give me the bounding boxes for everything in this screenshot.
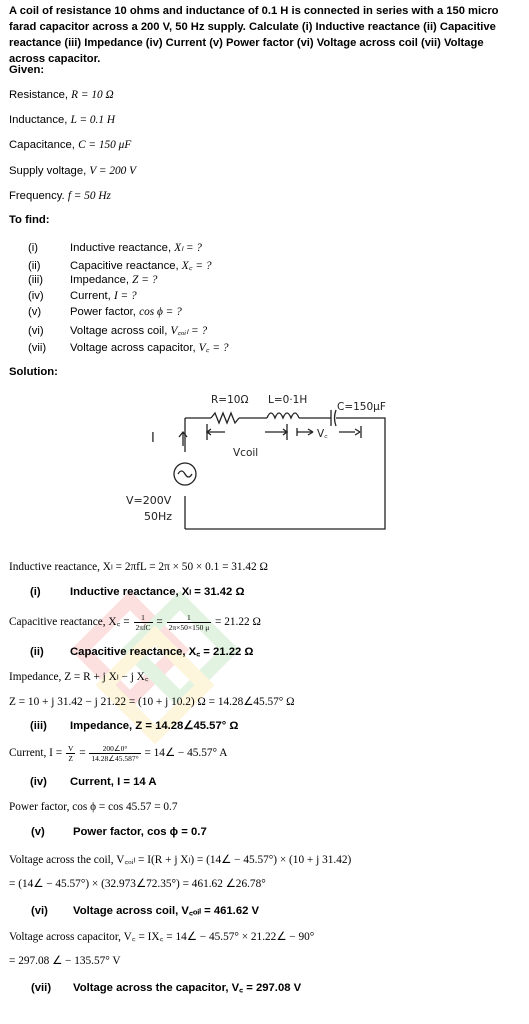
given-heading: Given: bbox=[9, 64, 45, 76]
given-frequency: Frequency. f = 50 Hz bbox=[9, 190, 111, 202]
result-current: (iv) Current, I = 14 A bbox=[30, 776, 157, 788]
impedance-calc-line: Z = 10 + j 31.42 − j 21.22 = (10 + j 10.2) Ω = 14.28∠45.57° Ω bbox=[9, 696, 295, 708]
capacitor-label: C=150μF bbox=[337, 401, 386, 413]
vc-arrow-right bbox=[339, 429, 360, 435]
to-find-item: (v) Power factor, cos ϕ = ? bbox=[28, 306, 182, 318]
ac-source-wave-icon bbox=[178, 471, 192, 477]
to-find-item: (iv) Current, I = ? bbox=[28, 290, 137, 302]
supply-voltage-label: V=200V bbox=[126, 494, 172, 507]
given-capacitance: Capacitance, C = 150 μF bbox=[9, 139, 132, 151]
result-inductive-reactance: (i) Inductive reactance, Xₗ = 31.42 Ω bbox=[30, 586, 245, 598]
current-line: Current, I = $\frac{V}{Z}$ = $\frac{200\angle 0^\circ}{14.28\angle 45.587^\circ}$ = 14∠ − 45.57° A bbox=[9, 744, 228, 763]
capacitive-reactance-line: Capacitive reactance, X꜀ = $\frac{1}{\text{2πfC}}$ = $\frac{1}{2\pi\times 50\times 150 \mu}$ = 21.22 Ω bbox=[9, 613, 261, 632]
resistor-label: R=10Ω bbox=[211, 394, 249, 406]
vcoil-arrow-left bbox=[207, 429, 225, 435]
result-impedance: (iii) Impedance, Z = 14.28∠45.57° Ω bbox=[30, 720, 239, 732]
to-find-item: (vi) Voltage across coil, V꜀ₒᵢₗ = ? bbox=[28, 325, 208, 337]
inductor-label: L=0·1H bbox=[268, 394, 308, 406]
inductor-symbol bbox=[267, 413, 299, 418]
vc-arrow-left bbox=[297, 429, 313, 435]
vc-label: V꜀ bbox=[317, 428, 328, 440]
power-factor-line: Power factor, cos ϕ = cos 45.57 = 0.7 bbox=[9, 801, 178, 813]
given-resistance: Resistance, R = 10 Ω bbox=[9, 89, 114, 101]
current-label: I bbox=[151, 431, 155, 446]
to-find-item: (vii) Voltage across capacitor, V꜀ = ? bbox=[28, 342, 229, 354]
voltage-capacitor-line-2: = 297.08 ∠ − 135.57° V bbox=[9, 955, 121, 967]
given-inductance: Inductance, L = 0.1 H bbox=[9, 114, 116, 126]
question-text: A coil of resistance 10 ohms and inductance of 0.1 H is connected in series with a 150 micro farad capacitor across a 200 V, 50 Hz supply. Calculate (i) Inductive reactance (ii) Capacitive reactance (iii) Impedance (iv) Current (v) Power factor (vi) Voltage across coil (vii) Voltage across capacitor. bbox=[9, 5, 499, 65]
result-power-factor: (v) Power factor, cos ϕ = 0.7 bbox=[31, 826, 207, 838]
voltage-coil-line-1: Voltage across the coil, V꜀ₒᵢₗ = I(R + j Xₗ) = (14∠ − 45.57°) × (10 + j 31.42) bbox=[9, 854, 352, 866]
to-find-heading: To find: bbox=[9, 214, 50, 226]
result-capacitive-reactance: (ii) Capacitive reactance, X꜀ = 21.22 Ω bbox=[30, 646, 254, 658]
vcoil-arrow-right bbox=[265, 429, 287, 435]
capacitor-plate-right bbox=[335, 410, 337, 426]
result-voltage-coil: (vi) Voltage across coil, V꜀ₒᵢₗ = 461.62 V bbox=[31, 905, 260, 917]
supply-frequency-label: 50Hz bbox=[144, 510, 173, 523]
solution-heading: Solution: bbox=[9, 366, 58, 378]
to-find-item: (ii) Capacitive reactance, X꜀ = ? bbox=[28, 260, 212, 272]
to-find-item: (i) Inductive reactance, Xₗ = ? bbox=[28, 242, 202, 254]
resistor-symbol bbox=[211, 413, 239, 423]
voltage-capacitor-line-1: Voltage across capacitor, V꜀ = IX꜀ = 14∠ − 45.57° × 21.22∠ − 90° bbox=[9, 931, 315, 943]
vcoil-label: Vcoil bbox=[233, 447, 259, 459]
impedance-formula-line: Impedance, Z = R + j Xₗ − j X꜀ bbox=[9, 671, 149, 683]
voltage-coil-line-2: = (14∠ − 45.57°) × (32.973∠72.35°) = 461.62 ∠26.78° bbox=[9, 878, 266, 890]
current-arrow-icon bbox=[179, 432, 187, 446]
result-voltage-capacitor: (vii) Voltage across the capacitor, V꜀ = 297.08 V bbox=[31, 982, 302, 994]
circuit-diagram bbox=[115, 390, 405, 535]
to-find-item: (iii) Impedance, Z = ? bbox=[28, 274, 158, 286]
inductive-reactance-line: Inductive reactance, Xₗ = 2πfL = 2π × 50 × 0.1 = 31.42 Ω bbox=[9, 561, 268, 573]
given-supply-voltage: Supply voltage, V = 200 V bbox=[9, 165, 137, 177]
